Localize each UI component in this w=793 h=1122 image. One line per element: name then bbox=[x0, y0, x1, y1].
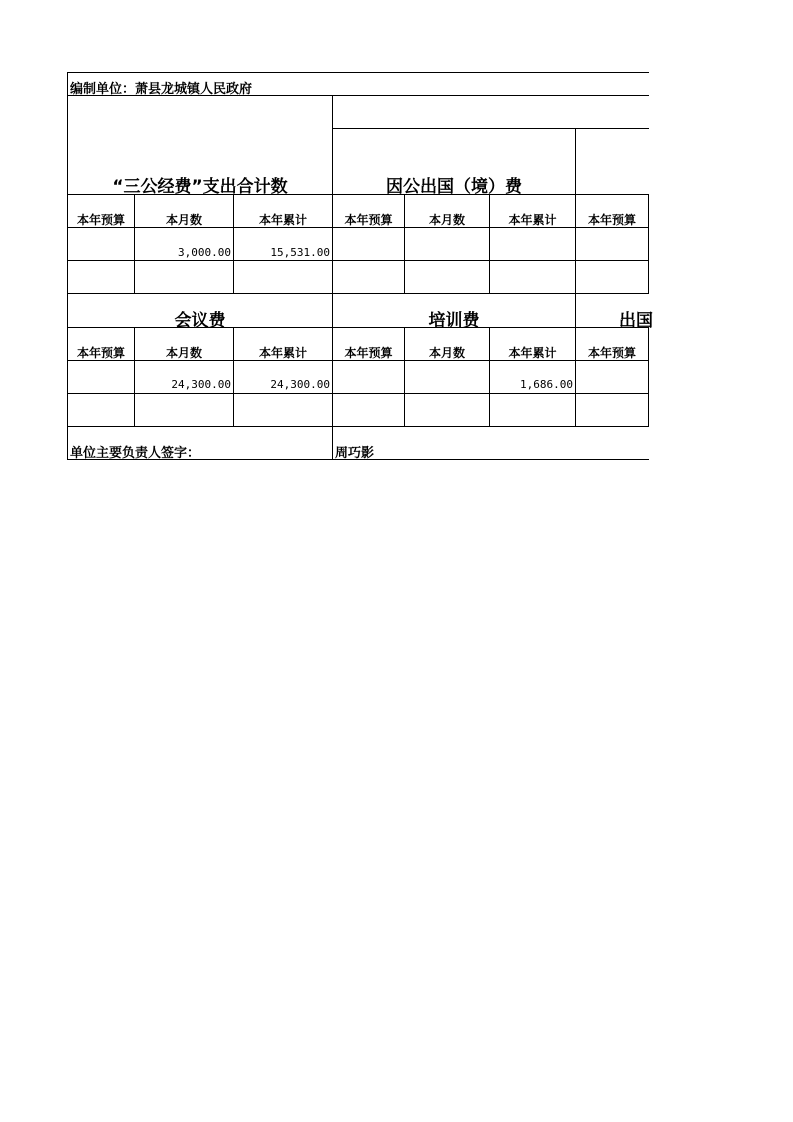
col-sep-g1 bbox=[648, 194, 649, 293]
rule-row-1 bbox=[67, 260, 649, 261]
col-sep-b1 bbox=[233, 194, 234, 293]
meeting-cumulative-value: 24,300.00 bbox=[270, 378, 330, 391]
overseas-expense-title: 因公出国（境）费 bbox=[386, 177, 522, 197]
signature-name: 周巧影 bbox=[335, 446, 375, 461]
col-sep-e1 bbox=[489, 194, 490, 293]
col-sep-g2 bbox=[648, 327, 649, 426]
signature-label: 单位主要负责人签字： bbox=[70, 446, 201, 461]
col-sep-b2 bbox=[233, 327, 234, 426]
col-header-budget: 本年预算 bbox=[587, 346, 636, 360]
rule-row-2 bbox=[67, 293, 649, 294]
col-header-month: 本月数 bbox=[428, 346, 465, 360]
total-cumulative-value: 15,531.00 bbox=[270, 246, 330, 259]
col-header-cumulative: 本年累计 bbox=[508, 213, 557, 227]
col-header-cumulative: 本年累计 bbox=[508, 346, 557, 360]
col-header-cumulative: 本年累计 bbox=[258, 346, 307, 360]
col-header-budget: 本年预算 bbox=[344, 346, 393, 360]
col-header-month: 本月数 bbox=[428, 213, 465, 227]
partial-section-title: 出国 bbox=[619, 311, 653, 331]
rule-sub-header bbox=[332, 128, 649, 129]
col-header-budget: 本年预算 bbox=[344, 213, 393, 227]
border-left bbox=[67, 72, 68, 460]
col-sep-a1 bbox=[134, 194, 135, 293]
total-month-value: 3,000.00 bbox=[178, 246, 231, 259]
col-header-budget: 本年预算 bbox=[76, 213, 125, 227]
col-header-budget: 本年预算 bbox=[587, 213, 636, 227]
rule-row-3 bbox=[67, 393, 649, 394]
meeting-expense-title: 会议费 bbox=[174, 311, 226, 331]
col-sep-e2 bbox=[489, 327, 490, 426]
col-sep-d1 bbox=[404, 194, 405, 293]
col-header-month: 本月数 bbox=[165, 213, 202, 227]
col-sep-d2 bbox=[404, 327, 405, 426]
total-expense-title: “三公经费”支出合计数 bbox=[112, 177, 288, 197]
meeting-month-value: 24,300.00 bbox=[171, 378, 231, 391]
col-header-budget: 本年预算 bbox=[76, 346, 125, 360]
training-cumulative-value: 1,686.00 bbox=[520, 378, 573, 391]
col-sep-a2 bbox=[134, 327, 135, 426]
org-line: 编制单位：萧县龙城镇人民政府 bbox=[70, 82, 253, 97]
col-header-cumulative: 本年累计 bbox=[258, 213, 307, 227]
border-top bbox=[67, 72, 649, 73]
col-sep-main bbox=[332, 95, 333, 460]
rule-row-4 bbox=[67, 426, 649, 427]
training-expense-title: 培训费 bbox=[428, 311, 480, 331]
col-sep-f1 bbox=[575, 227, 576, 293]
col-header-month: 本月数 bbox=[165, 346, 202, 360]
